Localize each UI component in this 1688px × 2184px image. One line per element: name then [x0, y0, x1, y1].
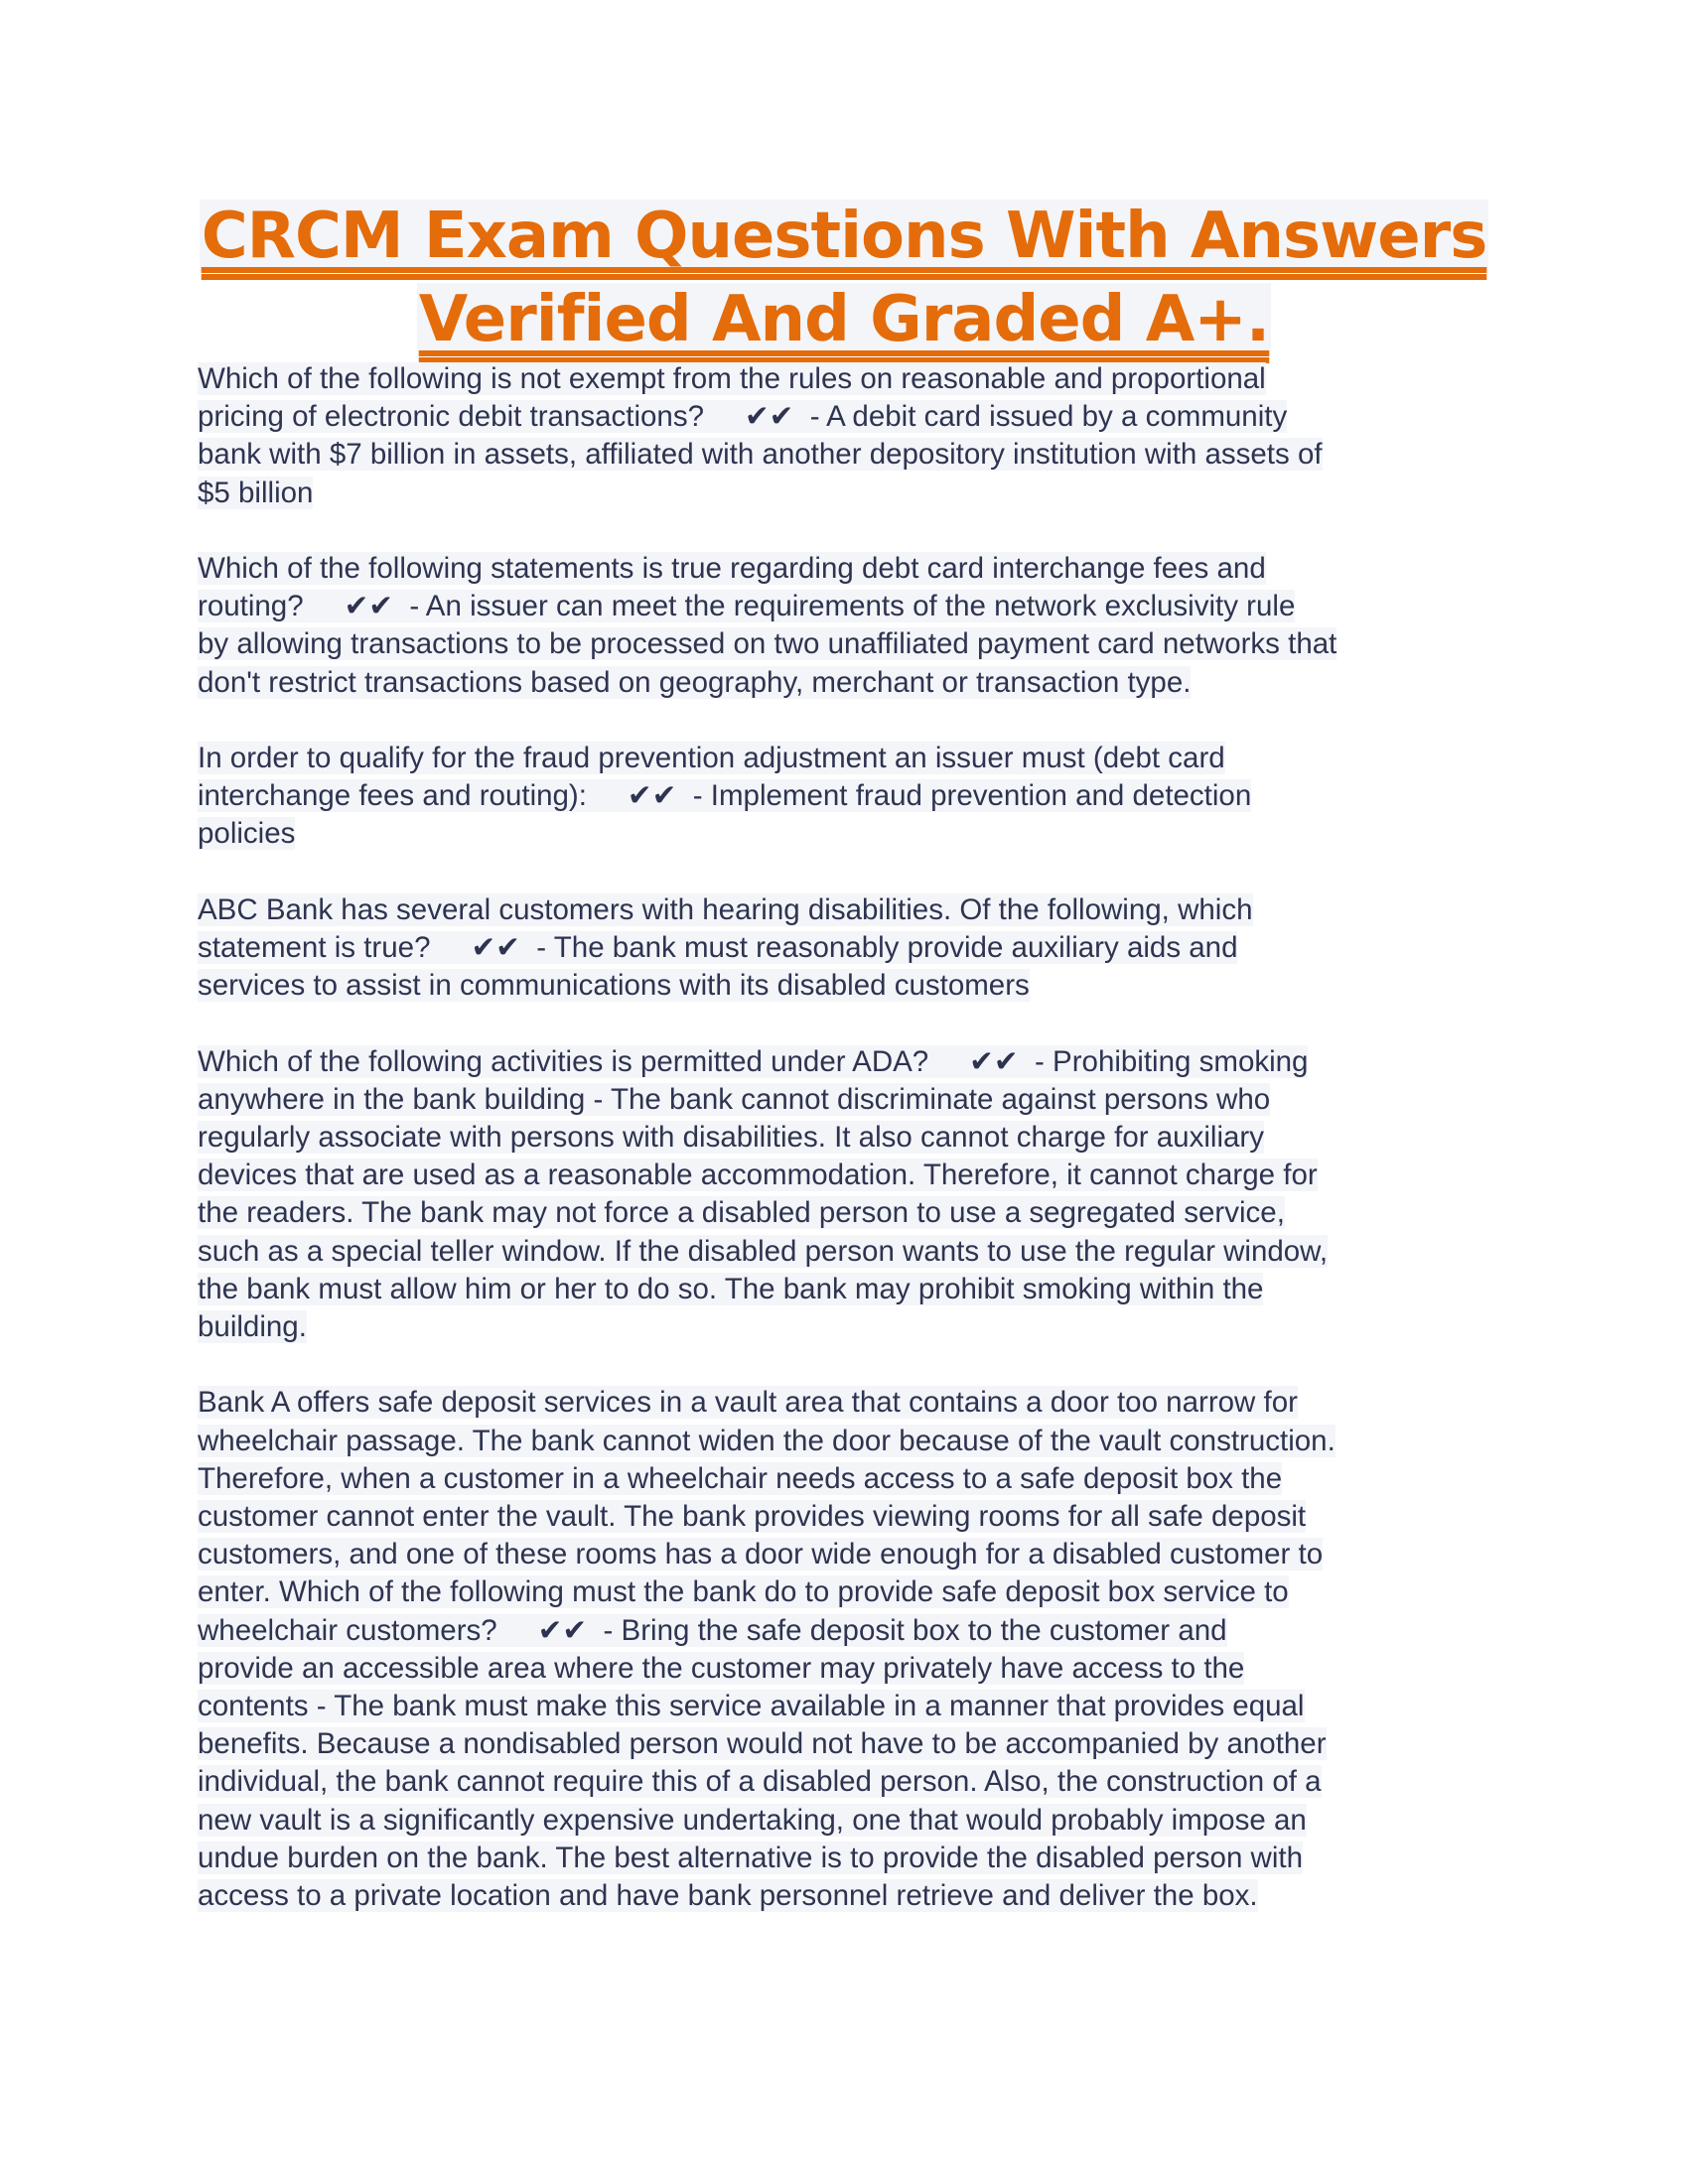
text-line-content: such as a special teller window. If the disabled person wants to use the regular window, — [198, 1234, 1329, 1268]
text-line — [198, 625, 1508, 663]
text-line-content: Which of the following statements is true regarding debt card interchange fees and — [198, 552, 1266, 585]
text-line — [198, 929, 1508, 967]
text-line-content: devices that are used as a reasonable accommodation. Therefore, it cannot charge for — [198, 1159, 1318, 1192]
text-line — [198, 1384, 1508, 1422]
text-line — [198, 1536, 1508, 1573]
text-line — [198, 1308, 1508, 1346]
text-line — [198, 1498, 1508, 1536]
text-line-content: Therefore, when a customer in a wheelchair needs access to a safe deposit box the — [198, 1461, 1283, 1495]
text-line-content: pricing of electronic debit transactions? ✔✔ - A debit card issued by a community — [198, 400, 1288, 434]
text-line — [198, 1233, 1508, 1271]
title-line: CRCM Exam Questions With Answers — [201, 200, 1487, 273]
question-answer-paragraph — [198, 740, 1508, 854]
text-line-content: access to a private location and have bank personnel retrieve and deliver the box. — [198, 1879, 1258, 1913]
text-line-content: $5 billion — [198, 476, 314, 509]
text-line-content: policies — [198, 817, 296, 851]
text-line — [198, 1840, 1508, 1877]
question-answer-paragraph — [198, 550, 1508, 702]
text-line — [198, 475, 1508, 512]
text-line — [198, 588, 1508, 625]
question-answer-paragraph — [198, 360, 1508, 512]
text-line-content: regularly associate with persons with disabilities. It also cannot charge for auxiliary — [198, 1121, 1264, 1154]
text-line — [198, 777, 1508, 815]
document-body — [198, 360, 1508, 1953]
text-line-content: statement is true? ✔✔ - The bank must reasonably provide auxiliary aids and — [198, 931, 1238, 964]
text-line-content: benefits. Because a nondisabled person would not have to be accompanied by another — [198, 1727, 1327, 1761]
text-line — [198, 550, 1508, 588]
text-line-content: provide an accessible area where the customer may privately have access to the — [198, 1651, 1245, 1685]
text-line-content: services to assist in communications with its disabled customers — [198, 969, 1030, 1003]
text-line-content: Which of the following is not exempt from the rules on reasonable and proportional — [198, 362, 1266, 395]
text-line — [198, 1423, 1508, 1460]
text-line-content: contents - The bank must make this service available in a manner that provides equal — [198, 1690, 1305, 1723]
text-line-content: Which of the following activities is permitted under ADA? ✔✔ - Prohibiting smoking — [198, 1044, 1309, 1078]
text-line-content: the readers. The bank may not force a disabled person to use a segregated service, — [198, 1196, 1285, 1230]
text-line — [198, 436, 1508, 474]
text-line-content: building. — [198, 1310, 307, 1344]
text-line-content: wheelchair customers? ✔✔ - Bring the safe deposit box to the customer and — [198, 1613, 1227, 1647]
text-line — [198, 1271, 1508, 1308]
text-line — [198, 1612, 1508, 1650]
text-line-content: Bank A offers safe deposit services in a vault area that contains a door too narrow for — [198, 1386, 1298, 1420]
text-line — [198, 360, 1508, 398]
text-line-content: by allowing transactions to be processed on two unaffiliated payment card networks that — [198, 627, 1337, 661]
question-answer-paragraph — [198, 1043, 1508, 1347]
text-line-content: customers, and one of these rooms has a door wide enough for a disabled customer to — [198, 1538, 1324, 1571]
text-line — [198, 1573, 1508, 1611]
text-line-content: undue burden on the bank. The best alternative is to provide the disabled person with — [198, 1841, 1304, 1874]
text-line — [198, 1081, 1508, 1119]
document-title — [0, 195, 1688, 361]
text-line — [198, 1725, 1508, 1763]
text-line — [198, 1157, 1508, 1194]
text-line — [198, 398, 1508, 436]
question-answer-paragraph — [198, 1384, 1508, 1915]
text-line — [198, 1119, 1508, 1157]
text-line-content: don't restrict transactions based on geography, merchant or transaction type. — [198, 665, 1192, 699]
text-line-content: customer cannot enter the vault. The bank provides viewing rooms for all safe deposit — [198, 1500, 1307, 1534]
text-line — [198, 1802, 1508, 1840]
text-line-content: In order to qualify for the fraud prevention adjustment an issuer must (debt card — [198, 742, 1225, 774]
text-line-content: routing? ✔✔ - An issuer can meet the requirements of the network exclusivity rule — [198, 590, 1296, 623]
text-line-content: enter. Which of the following must the bank do to provide safe deposit box service to — [198, 1575, 1289, 1609]
text-line-content: the bank must allow him or her to do so. The bank may prohibit smoking within the — [198, 1272, 1264, 1305]
text-line-content: ABC Bank has several customers with hearing disabilities. Of the following, which — [198, 892, 1253, 926]
text-line — [198, 1650, 1508, 1688]
text-line — [198, 1194, 1508, 1232]
text-line-content: interchange fees and routing): ✔✔ - Implement fraud prevention and detection — [198, 779, 1252, 813]
text-line — [198, 1460, 1508, 1498]
text-line — [198, 967, 1508, 1005]
text-line-content: anywhere in the bank building - The bank cannot discriminate against persons who — [198, 1082, 1271, 1116]
text-line-content: wheelchair passage. The bank cannot widen the door because of the vault construction. — [198, 1424, 1336, 1457]
text-line — [198, 664, 1508, 702]
text-line — [198, 1877, 1508, 1915]
text-line-content: new vault is a significantly expensive undertaking, one that would probably impose an — [198, 1803, 1307, 1837]
text-line — [198, 1043, 1508, 1081]
text-line — [198, 740, 1508, 777]
text-line — [198, 815, 1508, 853]
text-line — [198, 1688, 1508, 1725]
title-line: Verified And Graded A+. — [418, 283, 1270, 356]
text-line-content: individual, the bank cannot require this of a disabled person. Also, the construction of a — [198, 1765, 1322, 1799]
text-line-content: bank with $7 billion in assets, affiliated with another depository institution with assets of — [198, 438, 1323, 472]
text-line — [198, 891, 1508, 929]
question-answer-paragraph — [198, 891, 1508, 1006]
text-line — [198, 1763, 1508, 1801]
